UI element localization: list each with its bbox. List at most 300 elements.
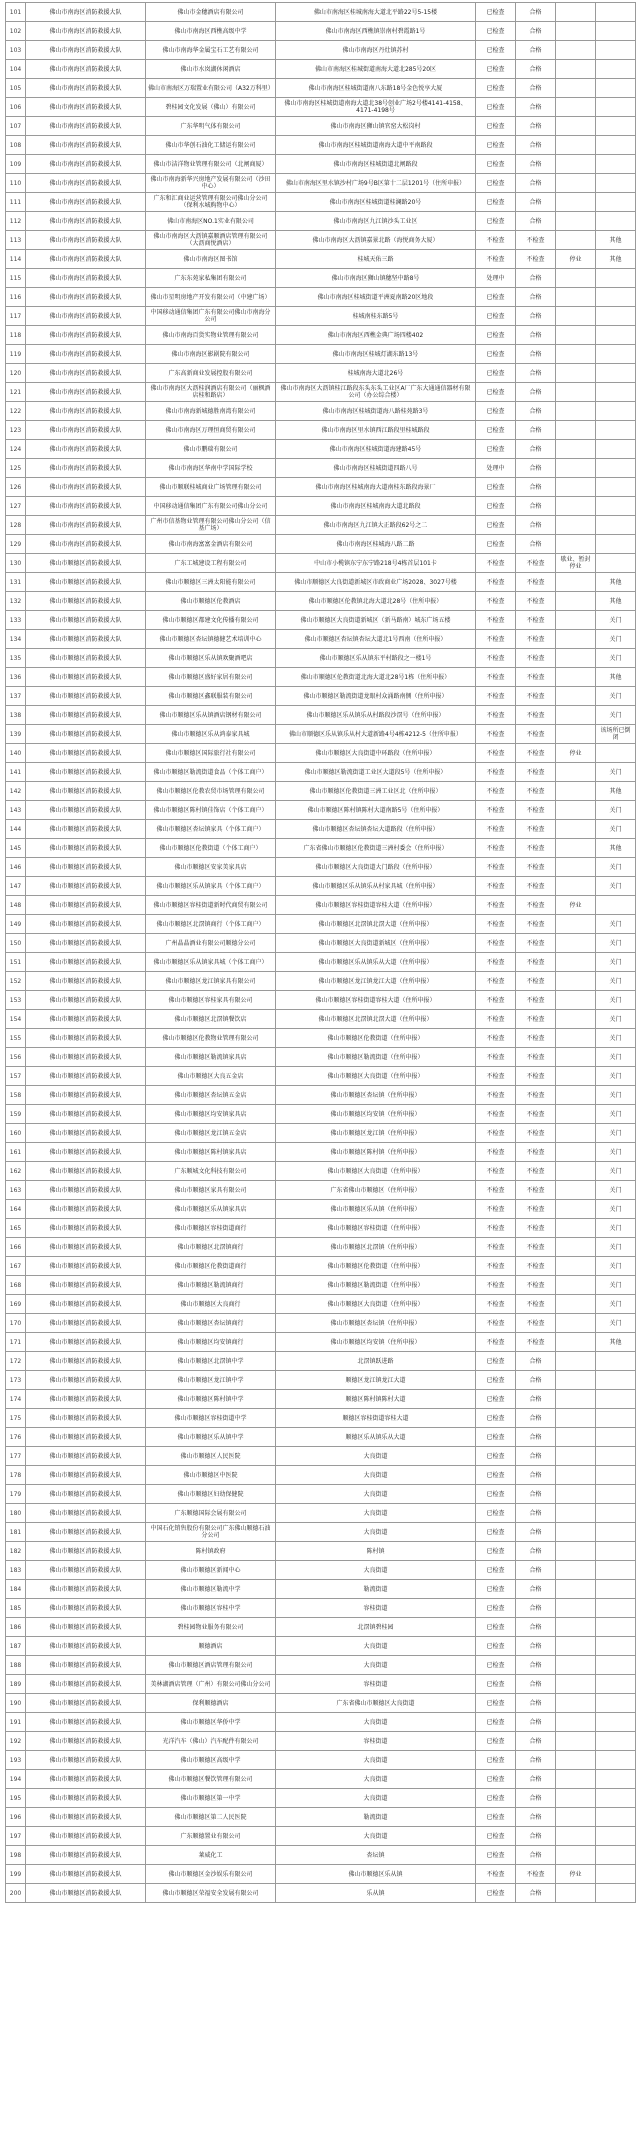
note-column-2: [596, 41, 636, 60]
inspection-status: 已检查: [476, 79, 516, 98]
unit-name: 佛山市南海百货实物业管理有限公司: [146, 326, 276, 345]
row-number: 115: [6, 269, 26, 288]
note-column-1: [556, 345, 596, 364]
unit-name: 佛山市顺德区北滘镇中学: [146, 1352, 276, 1371]
note-column-1: [556, 1751, 596, 1770]
note-column-1: [556, 231, 596, 250]
inspection-result: 不检查: [516, 554, 556, 573]
address: 佛山市顺德区伦教镇北海大道北28号（住所申报）: [276, 592, 476, 611]
inspection-result: 合格: [516, 1732, 556, 1751]
inspection-result: 不检查: [516, 801, 556, 820]
note-column-1: [556, 630, 596, 649]
note-column-1: [556, 174, 596, 193]
fire-brigade: 佛山市顺德区消防救援大队: [26, 1257, 146, 1276]
note-column-2: 其他: [596, 839, 636, 858]
inspection-result: 不检查: [516, 1181, 556, 1200]
note-column-2: 关门: [596, 820, 636, 839]
inspection-result: 不检查: [516, 972, 556, 991]
row-number: 160: [6, 1124, 26, 1143]
table-row: [6, 1162, 636, 1181]
note-column-1: [556, 1200, 596, 1219]
note-column-2: 关门: [596, 1010, 636, 1029]
table-row: [6, 1713, 636, 1732]
table-row: [6, 668, 636, 687]
unit-name: 佛山市顺德区乐从镇欢聚酒吧店: [146, 649, 276, 668]
unit-name: 佛山市南海区华南中学国际学校: [146, 459, 276, 478]
note-column-1: [556, 915, 596, 934]
table-row: [6, 269, 636, 288]
note-column-1: [556, 1029, 596, 1048]
row-number: 148: [6, 896, 26, 915]
note-column-1: [556, 1409, 596, 1428]
table-row: [6, 193, 636, 212]
fire-brigade: 佛山市南海区消防救援大队: [26, 3, 146, 22]
inspection-result: 不检查: [516, 1048, 556, 1067]
note-column-1: [556, 193, 596, 212]
address: 大良街道: [276, 1751, 476, 1770]
note-column-1: [556, 1257, 596, 1276]
inspection-result: 合格: [516, 22, 556, 41]
note-column-2: 关门: [596, 1200, 636, 1219]
note-column-2: [596, 1409, 636, 1428]
address: 佛山市南海区桂城海八路二路: [276, 535, 476, 554]
note-column-2: 该场所已倒闭: [596, 725, 636, 744]
fire-brigade: 佛山市南海区消防救援大队: [26, 117, 146, 136]
row-number: 191: [6, 1713, 26, 1732]
address: 佛山市顺德区乐从镇乐从大道（住所申报）: [276, 953, 476, 972]
note-column-2: 关门: [596, 706, 636, 725]
note-column-1: [556, 1542, 596, 1561]
unit-name: 佛山市南海区图书馆: [146, 250, 276, 269]
table-row: [6, 497, 636, 516]
row-number: 111: [6, 193, 26, 212]
inspection-result: 不检查: [516, 1333, 556, 1352]
note-column-2: 关门: [596, 630, 636, 649]
fire-brigade: 佛山市顺德区消防救援大队: [26, 1694, 146, 1713]
inspection-status: 处理中: [476, 269, 516, 288]
table-row: [6, 1884, 636, 1903]
inspection-status: 不检查: [476, 934, 516, 953]
inspection-result: 不检查: [516, 953, 556, 972]
note-column-2: [596, 1656, 636, 1675]
note-column-2: 关门: [596, 1029, 636, 1048]
fire-brigade: 佛山市顺德区消防救援大队: [26, 839, 146, 858]
address: 大良街道: [276, 1656, 476, 1675]
table-row: [6, 1865, 636, 1884]
unit-name: 佛山市顺德区家具有限公司: [146, 1181, 276, 1200]
row-number: 153: [6, 991, 26, 1010]
row-number: 190: [6, 1694, 26, 1713]
table-row: [6, 212, 636, 231]
fire-brigade: 佛山市顺德区消防救援大队: [26, 1599, 146, 1618]
note-column-1: [556, 1371, 596, 1390]
note-column-2: [596, 1447, 636, 1466]
row-number: 183: [6, 1561, 26, 1580]
note-column-1: [556, 383, 596, 402]
table-row: [6, 98, 636, 117]
address: 佛山市南海区里水镇沙村广场9号B区第十二层1201号（住所申报）: [276, 174, 476, 193]
inspection-status: 不检查: [476, 896, 516, 915]
note-column-2: [596, 554, 636, 573]
note-column-2: [596, 1751, 636, 1770]
fire-brigade: 佛山市南海区消防救援大队: [26, 516, 146, 535]
unit-name: 佛山市顺德区大良五金店: [146, 1067, 276, 1086]
row-number: 196: [6, 1808, 26, 1827]
row-number: 151: [6, 953, 26, 972]
inspection-status: 已检查: [476, 1618, 516, 1637]
table-row: [6, 79, 636, 98]
row-number: 104: [6, 60, 26, 79]
note-column-2: 关门: [596, 1162, 636, 1181]
fire-brigade: 佛山市顺德区消防救援大队: [26, 1333, 146, 1352]
inspection-status: 不检查: [476, 801, 516, 820]
row-number: 192: [6, 1732, 26, 1751]
inspection-status: 已检查: [476, 497, 516, 516]
unit-name: 碧桂园物业服务有限公司: [146, 1618, 276, 1637]
unit-name: 佛山市顺德区乐从镇酒店钢材有限公司: [146, 706, 276, 725]
row-number: 142: [6, 782, 26, 801]
address: 佛山市顺德区乐从镇乐从村家具城（住所申报）: [276, 877, 476, 896]
address: 佛山市南海区九江镇大正路段62号之二: [276, 516, 476, 535]
unit-name: 佛山市顺德区北滘镇餐饮店: [146, 1010, 276, 1029]
fire-brigade: 佛山市顺德区消防救援大队: [26, 573, 146, 592]
inspection-result: 不检查: [516, 1314, 556, 1333]
unit-name: 佛山市顺德区北滘镇商行: [146, 1238, 276, 1257]
row-number: 117: [6, 307, 26, 326]
fire-brigade: 佛山市顺德区消防救援大队: [26, 630, 146, 649]
unit-name: 佛山市顺德区龙江镇中学: [146, 1371, 276, 1390]
address: 北滘镇碧桂园: [276, 1618, 476, 1637]
fire-brigade: 佛山市南海区消防救援大队: [26, 440, 146, 459]
row-number: 123: [6, 421, 26, 440]
note-column-1: [556, 934, 596, 953]
note-column-1: [556, 1219, 596, 1238]
note-column-2: [596, 1390, 636, 1409]
unit-name: 碧桂园文化发展（佛山）有限公司: [146, 98, 276, 117]
note-column-2: 关门: [596, 649, 636, 668]
inspection-result: 合格: [516, 193, 556, 212]
inspection-result: 合格: [516, 3, 556, 22]
address: 大良街道: [276, 1466, 476, 1485]
inspection-result: 合格: [516, 516, 556, 535]
row-number: 150: [6, 934, 26, 953]
note-column-1: 歇业、暂封停业: [556, 554, 596, 573]
row-number: 109: [6, 155, 26, 174]
address: 佛山市南海区桂城街道四路八号: [276, 459, 476, 478]
table-row: [6, 1580, 636, 1599]
inspection-result: 不检查: [516, 839, 556, 858]
table-row: [6, 915, 636, 934]
fire-brigade: 佛山市顺德区消防救援大队: [26, 1295, 146, 1314]
inspection-result: 合格: [516, 1485, 556, 1504]
unit-name: 佛山市顺德区三洲太阳能有限公司: [146, 573, 276, 592]
fire-brigade: 佛山市南海区消防救援大队: [26, 383, 146, 402]
inspection-result: 合格: [516, 478, 556, 497]
fire-brigade: 佛山市顺德区消防救援大队: [26, 915, 146, 934]
note-column-1: [556, 782, 596, 801]
table-row: [6, 687, 636, 706]
address: 大良街道: [276, 1713, 476, 1732]
note-column-2: 关门: [596, 801, 636, 820]
fire-brigade: 佛山市顺德区消防救援大队: [26, 1067, 146, 1086]
inspection-status: 已检查: [476, 3, 516, 22]
row-number: 185: [6, 1599, 26, 1618]
row-number: 125: [6, 459, 26, 478]
note-column-1: [556, 1504, 596, 1523]
inspection-status: 不检查: [476, 649, 516, 668]
unit-name: 佛山市南海华金属宝石工艺有限公司: [146, 41, 276, 60]
note-column-1: [556, 1124, 596, 1143]
inspection-status: 不检查: [476, 1257, 516, 1276]
inspection-result: 不检查: [516, 1124, 556, 1143]
note-column-2: [596, 1352, 636, 1371]
table-row: [6, 877, 636, 896]
fire-brigade: 佛山市南海区消防救援大队: [26, 288, 146, 307]
address: 佛山市顺德区伦教街道（住所申报）: [276, 1257, 476, 1276]
note-column-1: [556, 649, 596, 668]
inspection-result: 合格: [516, 1637, 556, 1656]
unit-name: 中国移动通信集团广东有限公司佛山市南海分公司: [146, 307, 276, 326]
address: 佛山市顺德区勒流街道（住所申报）: [276, 1048, 476, 1067]
inspection-status: 已检查: [476, 1637, 516, 1656]
table-row: [6, 1732, 636, 1751]
note-column-1: [556, 326, 596, 345]
inspection-status: 已检查: [476, 288, 516, 307]
row-number: 145: [6, 839, 26, 858]
inspection-result: 合格: [516, 1884, 556, 1903]
address: 佛山市顺德区乐从镇东平村路段之一楼1号: [276, 649, 476, 668]
note-column-2: [596, 1694, 636, 1713]
inspection-status: 已检查: [476, 1371, 516, 1390]
note-column-1: [556, 1428, 596, 1447]
note-column-2: [596, 402, 636, 421]
unit-name: 佛山市顺德区伦教街道（个体工商户）: [146, 839, 276, 858]
table-row: [6, 1390, 636, 1409]
inspection-status: 不检查: [476, 953, 516, 972]
table-row: [6, 1827, 636, 1846]
inspection-status: 已检查: [476, 98, 516, 117]
inspection-status: 已检查: [476, 174, 516, 193]
inspection-result: 合格: [516, 155, 556, 174]
table-row: [6, 174, 636, 193]
note-column-2: [596, 1732, 636, 1751]
note-column-1: [556, 364, 596, 383]
inspection-status: 已检查: [476, 1352, 516, 1371]
fire-brigade: 佛山市南海区消防救援大队: [26, 193, 146, 212]
inspection-result: 不检查: [516, 744, 556, 763]
table-row: [6, 41, 636, 60]
note-column-2: 关门: [596, 1276, 636, 1295]
inspection-result: 合格: [516, 1599, 556, 1618]
fire-brigade: 佛山市顺德区消防救援大队: [26, 1637, 146, 1656]
inspection-status: 已检查: [476, 535, 516, 554]
unit-name: 佛山市南海区万瑞置业有限公司（A32万科里）: [146, 79, 276, 98]
note-column-2: [596, 326, 636, 345]
table-row: [6, 1010, 636, 1029]
inspection-status: 不检查: [476, 991, 516, 1010]
note-column-2: [596, 136, 636, 155]
inspection-result: 不检查: [516, 934, 556, 953]
unit-name: 佛山市顺德区荣福安全发展有限公司: [146, 1884, 276, 1903]
row-number: 169: [6, 1295, 26, 1314]
note-column-2: [596, 1504, 636, 1523]
fire-brigade: 佛山市顺德区消防救援大队: [26, 858, 146, 877]
table-row: [6, 1276, 636, 1295]
inspection-result: 不检查: [516, 649, 556, 668]
row-number: 126: [6, 478, 26, 497]
inspection-result: 不检查: [516, 1086, 556, 1105]
fire-brigade: 佛山市南海区消防救援大队: [26, 250, 146, 269]
address: 佛山市南海区桂城街道海建路45号: [276, 440, 476, 459]
row-number: 118: [6, 326, 26, 345]
inspection-status: 不检查: [476, 231, 516, 250]
unit-name: 佛山市顺德区陈村镇家具店: [146, 1143, 276, 1162]
inspection-status: 已检查: [476, 1561, 516, 1580]
inspection-result: 合格: [516, 421, 556, 440]
address: 大良街道: [276, 1504, 476, 1523]
note-column-2: [596, 98, 636, 117]
inspection-result: 合格: [516, 1371, 556, 1390]
inspection-status: 已检查: [476, 60, 516, 79]
note-column-2: [596, 497, 636, 516]
row-number: 197: [6, 1827, 26, 1846]
inspection-status: 不检查: [476, 1314, 516, 1333]
table-row: [6, 991, 636, 1010]
row-number: 105: [6, 79, 26, 98]
unit-name: 佛山市顺联桂城商业广场管理有限公司: [146, 478, 276, 497]
inspection-result: 合格: [516, 1656, 556, 1675]
inspection-result: 合格: [516, 1504, 556, 1523]
address: 佛山市顺德区大良街道（住所申报）: [276, 1295, 476, 1314]
unit-name: 中国石化销售股份有限公司广东佛山顺德石油分公司: [146, 1523, 276, 1542]
row-number: 174: [6, 1390, 26, 1409]
row-number: 129: [6, 535, 26, 554]
unit-name: 佛山市华创石油化工储运有限公司: [146, 136, 276, 155]
note-column-1: [556, 668, 596, 687]
fire-brigade: 佛山市南海区消防救援大队: [26, 345, 146, 364]
row-number: 152: [6, 972, 26, 991]
inspection-status: 已检查: [476, 1656, 516, 1675]
note-column-1: [556, 1390, 596, 1409]
address: 桂城南桂东路5号: [276, 307, 476, 326]
inspection-result: 合格: [516, 1713, 556, 1732]
fire-brigade: 佛山市顺德区消防救援大队: [26, 820, 146, 839]
note-column-1: [556, 858, 596, 877]
unit-name: 佛山市顺德区乐从镇家具店: [146, 1200, 276, 1219]
table-row: [6, 592, 636, 611]
table-row: [6, 1200, 636, 1219]
address: 大良街道: [276, 1447, 476, 1466]
note-column-1: [556, 1105, 596, 1124]
table-row: [6, 345, 636, 364]
unit-name: 佛山市水岚湖休闲酒店: [146, 60, 276, 79]
fire-brigade: 佛山市顺德区消防救援大队: [26, 972, 146, 991]
inspection-result: 不检查: [516, 1162, 556, 1181]
address: 佛山市南海区桂城街道南海大道北285号20区: [276, 60, 476, 79]
row-number: 106: [6, 98, 26, 117]
fire-brigade: 佛山市顺德区消防救援大队: [26, 1447, 146, 1466]
table-row: [6, 1333, 636, 1352]
unit-name: 广州晶晶酒业有限公司顺德分公司: [146, 934, 276, 953]
unit-name: 佛山市南海区大沥桂润酒店有限公司（丽枫酒店桂和路店）: [146, 383, 276, 402]
fire-brigade: 佛山市南海区消防救援大队: [26, 478, 146, 497]
table-row: [6, 421, 636, 440]
note-column-2: [596, 1466, 636, 1485]
unit-name: 佛山市顺德区容桂街道中学: [146, 1409, 276, 1428]
row-number: 121: [6, 383, 26, 402]
table-row: [6, 554, 636, 573]
note-column-1: [556, 1466, 596, 1485]
note-column-1: [556, 839, 596, 858]
inspection-result: 不检查: [516, 1010, 556, 1029]
address: 佛山市顺德区大良街道中环路段（住所申报）: [276, 744, 476, 763]
inspection-status: 已检查: [476, 516, 516, 535]
inspection-status: 已检查: [476, 212, 516, 231]
note-column-1: [556, 1295, 596, 1314]
row-number: 199: [6, 1865, 26, 1884]
inspection-result: 合格: [516, 1694, 556, 1713]
inspection-status: 已检查: [476, 1542, 516, 1561]
inspection-status: 不检查: [476, 250, 516, 269]
row-number: 184: [6, 1580, 26, 1599]
address: 佛山市顺德区乐从镇（住所申报）: [276, 1200, 476, 1219]
note-column-1: [556, 991, 596, 1010]
table-row: [6, 535, 636, 554]
note-column-2: [596, 744, 636, 763]
address: 佛山市顺德区龙江镇（住所申报）: [276, 1124, 476, 1143]
inspection-result: 合格: [516, 136, 556, 155]
inspection-status: 不检查: [476, 972, 516, 991]
inspection-result: 合格: [516, 41, 556, 60]
note-column-1: [556, 288, 596, 307]
address: 佛山市顺德区伦教街道北海大道北28号1栋（住所申报）: [276, 668, 476, 687]
inspection-status: 不检查: [476, 744, 516, 763]
address: 佛山市顺德区杏坛镇杏坛大道路段（住所申报）: [276, 820, 476, 839]
inspection-result: 合格: [516, 402, 556, 421]
table-row: [6, 1770, 636, 1789]
inspection-result: 合格: [516, 79, 556, 98]
note-column-1: [556, 1238, 596, 1257]
fire-brigade: 佛山市南海区消防救援大队: [26, 307, 146, 326]
row-number: 193: [6, 1751, 26, 1770]
unit-name: 佛山市顺德区均安镇商行: [146, 1333, 276, 1352]
note-column-1: [556, 421, 596, 440]
unit-name: 佛山市顺德区盛好家居有限公司: [146, 668, 276, 687]
inspection-status: 已检查: [476, 1808, 516, 1827]
note-column-1: [556, 1561, 596, 1580]
address: 佛山市南海区桂城街道南海大道中平南路段: [276, 136, 476, 155]
note-column-2: [596, 535, 636, 554]
unit-name: 佛山市顺德区华侨中学: [146, 1713, 276, 1732]
table-row: [6, 1789, 636, 1808]
note-column-1: [556, 611, 596, 630]
address: 佛山市南海区桂城南海大道北平路22号5-15楼: [276, 3, 476, 22]
note-column-2: [596, 516, 636, 535]
inspection-status: 已检查: [476, 1713, 516, 1732]
note-column-2: [596, 459, 636, 478]
fire-brigade: 佛山市南海区消防救援大队: [26, 459, 146, 478]
inspection-status: 已检查: [476, 1599, 516, 1618]
row-number: 180: [6, 1504, 26, 1523]
inspection-result: 合格: [516, 1523, 556, 1542]
row-number: 137: [6, 687, 26, 706]
fire-brigade: 佛山市顺德区消防救援大队: [26, 1485, 146, 1504]
unit-name: 广东和汇商业运营管理有限公司佛山分公司（保利水城购物中心）: [146, 193, 276, 212]
note-column-1: [556, 60, 596, 79]
inspection-result: 合格: [516, 98, 556, 117]
note-column-2: 关门: [596, 1124, 636, 1143]
inspection-status: 不检查: [476, 573, 516, 592]
